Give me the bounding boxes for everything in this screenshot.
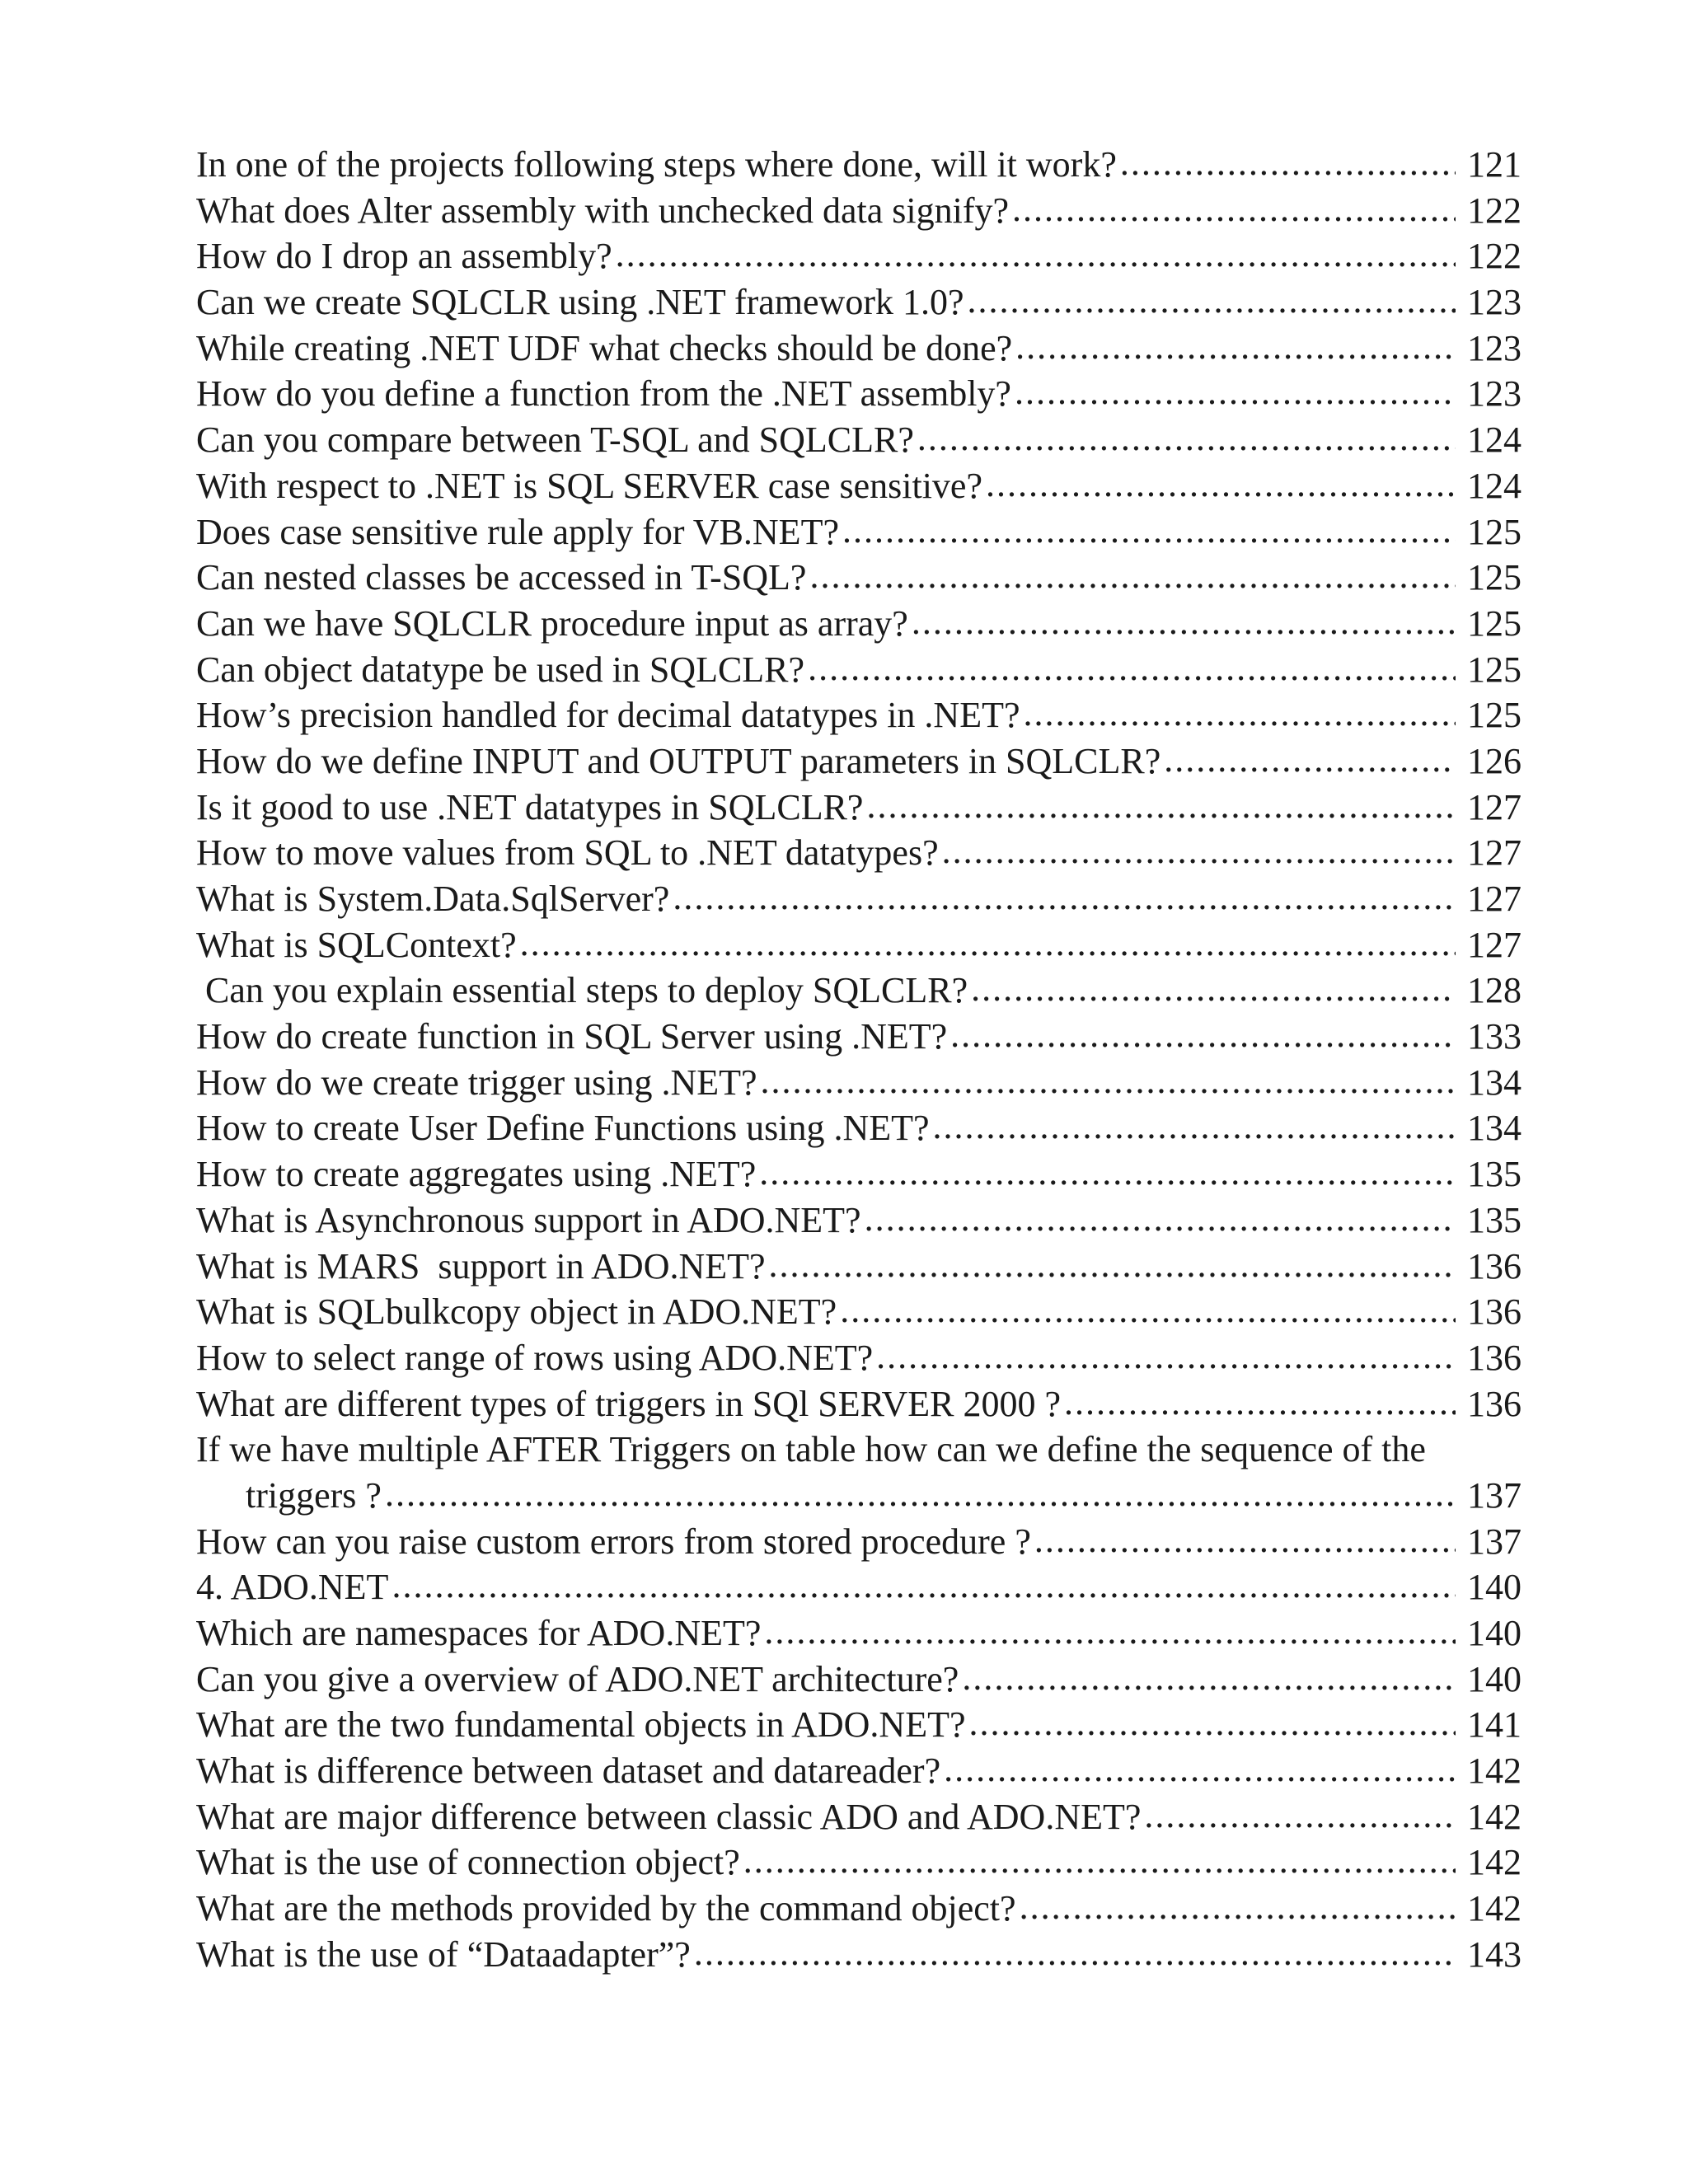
dot-leader — [385, 1471, 1456, 1517]
toc-entry-page-number: 136 — [1467, 1291, 1522, 1333]
dot-leader — [912, 599, 1456, 645]
dot-leader — [1120, 140, 1456, 186]
toc-entry[interactable] — [196, 279, 1522, 326]
dot-leader — [616, 232, 1456, 278]
toc-entry[interactable] — [196, 371, 1522, 417]
toc-entry-title-continuation: triggers ? — [246, 1474, 382, 1516]
toc-entry-page-number: 125 — [1467, 649, 1522, 690]
dot-leader — [520, 921, 1456, 967]
dot-leader — [950, 1012, 1456, 1058]
dot-leader — [917, 415, 1456, 462]
toc-entry-page-number: 142 — [1467, 1842, 1522, 1883]
dot-leader — [1015, 369, 1456, 415]
toc-entry-page-number: 140 — [1467, 1613, 1522, 1653]
toc-entry-title: Can we create SQLCLR using .NET framework 1.0? — [196, 282, 964, 323]
toc-entry-title: In one of the projects following steps where done, will it work? — [196, 144, 1117, 185]
dot-leader — [392, 1563, 1456, 1609]
toc-entry-page-number: 140 — [1467, 1658, 1522, 1699]
toc-entry-title: How do we create trigger using .NET? — [196, 1062, 757, 1103]
toc-entry-title: How’s precision handled for decimal datatypes in .NET? — [196, 695, 1020, 736]
toc-entry[interactable] — [196, 1289, 1522, 1335]
dot-leader — [808, 645, 1456, 691]
toc-entry-page-number: 137 — [1467, 1474, 1522, 1516]
toc-entry-page-number: 125 — [1467, 695, 1522, 736]
toc-entry[interactable] — [196, 1794, 1522, 1840]
toc-entry-title: Can object datatype be used in SQLCLR? — [196, 649, 805, 690]
dot-leader — [809, 553, 1456, 599]
toc-entry[interactable] — [196, 785, 1522, 831]
toc-entry-title: How do create function in SQL Server using .NET? — [196, 1016, 948, 1057]
toc-entry-title: What are different types of triggers in SQl SERVER 2000 ? — [196, 1383, 1061, 1424]
toc-entry[interactable] — [196, 738, 1522, 785]
toc-entry-page-number: 122 — [1467, 190, 1522, 231]
toc-entry[interactable] — [196, 555, 1522, 601]
toc-entry-title: Can you give a overview of ADO.NET architecture? — [196, 1658, 959, 1699]
toc-entry[interactable] — [196, 647, 1522, 693]
dot-leader — [968, 1700, 1456, 1746]
toc-entry[interactable] — [196, 326, 1522, 372]
toc-entry[interactable] — [196, 968, 1522, 1014]
toc-entry-title: Can we have SQLCLR procedure input as array? — [196, 602, 908, 644]
toc-entry-title: How to select range of rows using ADO.NET? — [196, 1337, 874, 1378]
toc-entry-title: Which are namespaces for ADO.NET? — [196, 1613, 762, 1653]
toc-entry[interactable] — [196, 1564, 1522, 1610]
toc-entry[interactable] — [196, 509, 1522, 555]
toc-entry[interactable] — [196, 692, 1522, 738]
dot-leader — [962, 1655, 1456, 1701]
toc-entry-title: What is Asynchronous support in ADO.NET? — [196, 1199, 861, 1240]
toc-entry-page-number: 125 — [1467, 511, 1522, 552]
toc-entry-title: Can you explain essential steps to deploy SQLCLR? — [196, 970, 968, 1011]
dot-leader — [942, 828, 1456, 874]
toc-entry-title: What is difference between dataset and datareader? — [196, 1750, 941, 1792]
toc-entry-title: With respect to .NET is SQL SERVER case sensitive? — [196, 465, 982, 506]
toc-entry-page-number: 136 — [1467, 1337, 1522, 1378]
toc-entry-page-number: 135 — [1467, 1199, 1522, 1240]
toc-entry-page-number: 123 — [1467, 327, 1522, 368]
dot-leader — [1034, 1517, 1456, 1563]
toc-entry[interactable] — [196, 417, 1522, 463]
dot-leader — [1064, 1380, 1456, 1426]
toc-entry-page-number: 134 — [1467, 1062, 1522, 1103]
toc-entry[interactable] — [196, 142, 1522, 188]
toc-entry-title: How do we define INPUT and OUTPUT parameters in SQLCLR? — [196, 740, 1161, 781]
toc-entry-page-number: 123 — [1467, 282, 1522, 323]
toc-entry-title: Does case sensitive rule apply for VB.NET? — [196, 511, 839, 552]
toc-entry-page-number: 136 — [1467, 1383, 1522, 1424]
toc-entry-title: How to create User Define Functions using .NET? — [196, 1108, 930, 1149]
toc-entry-page-number: 140 — [1467, 1567, 1522, 1608]
toc-entry-page-number: 126 — [1467, 740, 1522, 781]
toc-entry[interactable] — [196, 1014, 1522, 1060]
toc-entry-title: How do you define a function from the .NET assembly? — [196, 373, 1011, 415]
toc-entry-page-number: 128 — [1467, 970, 1522, 1011]
dot-leader — [971, 966, 1456, 1012]
toc-entry-page-number: 134 — [1467, 1108, 1522, 1149]
dot-leader — [759, 1150, 1456, 1196]
dot-leader — [944, 1746, 1456, 1793]
toc-entry[interactable] — [196, 1335, 1522, 1381]
toc-entry-page-number: 137 — [1467, 1521, 1522, 1562]
dot-leader — [761, 1058, 1456, 1104]
toc-entry[interactable] — [196, 1702, 1522, 1748]
toc-entry[interactable] — [196, 1748, 1522, 1794]
toc-entry[interactable] — [196, 1197, 1522, 1244]
toc-entry[interactable] — [196, 1657, 1522, 1703]
toc-entry[interactable] — [196, 188, 1522, 234]
toc-entry-page-number: 141 — [1467, 1704, 1522, 1746]
toc-entry-title: What is System.Data.SqlServer? — [196, 879, 670, 919]
toc-entry[interactable] — [196, 1151, 1522, 1197]
dot-leader — [694, 1930, 1456, 1976]
toc-entry-title: What is MARS support in ADO.NET? — [196, 1245, 766, 1286]
toc-entry[interactable] — [196, 1932, 1522, 1978]
toc-entry-page-number: 142 — [1467, 1796, 1522, 1837]
toc-entry-title: While creating .NET UDF what checks should be done? — [196, 327, 1013, 368]
toc-entry-page-number: 127 — [1467, 786, 1522, 827]
toc-entry[interactable] — [196, 601, 1522, 647]
toc-entry[interactable] — [196, 1519, 1522, 1565]
dot-leader — [986, 462, 1456, 508]
toc-entry[interactable] — [196, 1840, 1522, 1886]
toc-entry-title: What are major difference between classic ADO and ADO.NET? — [196, 1796, 1142, 1837]
toc-entry-page-number: 124 — [1467, 419, 1522, 461]
toc-entry-title: What is the use of connection object? — [196, 1842, 740, 1883]
toc-entry[interactable] — [196, 463, 1522, 509]
toc-entry-title: What is the use of “Dataadapter”? — [196, 1933, 691, 1975]
toc-entry-page-number: 142 — [1467, 1888, 1522, 1929]
toc-entry-title: How to create aggregates using .NET? — [196, 1154, 757, 1195]
toc-entry-page-number: 135 — [1467, 1154, 1522, 1195]
toc-entry-page-number: 136 — [1467, 1245, 1522, 1286]
dot-leader — [673, 874, 1456, 921]
toc-entry-title: What is SQLContext? — [196, 924, 517, 965]
toc-entry-page-number: 122 — [1467, 236, 1522, 277]
toc-entry-page-number: 127 — [1467, 832, 1522, 874]
dot-leader — [1020, 1884, 1456, 1930]
dot-leader — [866, 783, 1456, 829]
dot-leader — [865, 1196, 1456, 1242]
toc-entry-continuation[interactable] — [196, 1473, 1522, 1519]
toc-entry-title: What does Alter assembly with unchecked data signify? — [196, 190, 1010, 231]
toc-entry[interactable] — [196, 1060, 1522, 1106]
dot-leader — [769, 1242, 1456, 1288]
dot-leader — [842, 508, 1456, 554]
table-of-contents — [196, 142, 1522, 1978]
toc-entry-title: How can you raise custom errors from stored procedure ? — [196, 1521, 1031, 1562]
toc-entry[interactable] — [196, 830, 1522, 876]
toc-entry-page-number: 127 — [1467, 924, 1522, 965]
toc-entry-title: Can you compare between T-SQL and SQLCLR? — [196, 419, 914, 461]
toc-entry-title: What are the methods provided by the command object? — [196, 1888, 1016, 1929]
toc-entry-page-number: 125 — [1467, 557, 1522, 598]
toc-entry-title: How do I drop an assembly? — [196, 236, 612, 277]
toc-entry[interactable] — [196, 1610, 1522, 1657]
toc-entry[interactable] — [196, 1427, 1522, 1473]
toc-entry[interactable] — [196, 233, 1522, 279]
dot-leader — [840, 1287, 1456, 1333]
toc-entry-page-number: 123 — [1467, 373, 1522, 415]
toc-list — [196, 142, 1522, 1978]
toc-entry-page-number: 124 — [1467, 465, 1522, 506]
dot-leader — [933, 1104, 1456, 1150]
toc-entry[interactable] — [196, 1244, 1522, 1290]
dot-leader — [764, 1609, 1456, 1655]
dot-leader — [1023, 691, 1456, 737]
toc-entry-title: What are the two fundamental objects in ADO.NET? — [196, 1704, 966, 1746]
dot-leader — [1015, 324, 1456, 370]
dot-leader — [876, 1333, 1456, 1380]
toc-entry-title: Can nested classes be accessed in T-SQL? — [196, 557, 807, 598]
toc-entry-title: 4. ADO.NET — [196, 1567, 389, 1608]
toc-entry-title: If we have multiple AFTER Triggers on table how can we define the sequence of the — [196, 1429, 1426, 1470]
toc-entry-page-number: 121 — [1467, 144, 1522, 185]
toc-entry-page-number: 127 — [1467, 879, 1522, 919]
toc-entry-title: What is SQLbulkcopy object in ADO.NET? — [196, 1291, 837, 1333]
toc-entry-page-number: 125 — [1467, 602, 1522, 644]
toc-entry[interactable] — [196, 876, 1522, 922]
dot-leader — [1144, 1793, 1456, 1839]
toc-entry[interactable] — [196, 922, 1522, 968]
toc-entry-page-number: 133 — [1467, 1016, 1522, 1057]
toc-entry[interactable] — [196, 1105, 1522, 1151]
toc-entry[interactable] — [196, 1381, 1522, 1427]
toc-entry-title: Is it good to use .NET datatypes in SQLCLR? — [196, 786, 864, 827]
toc-entry-page-number: 142 — [1467, 1750, 1522, 1792]
dot-leader — [1164, 737, 1456, 783]
toc-entry-title: How to move values from SQL to .NET datatypes? — [196, 832, 939, 874]
dot-leader — [1012, 186, 1456, 232]
toc-entry[interactable] — [196, 1886, 1522, 1932]
toc-entry-page-number: 143 — [1467, 1933, 1522, 1975]
dot-leader — [968, 278, 1456, 324]
dot-leader — [743, 1838, 1456, 1884]
